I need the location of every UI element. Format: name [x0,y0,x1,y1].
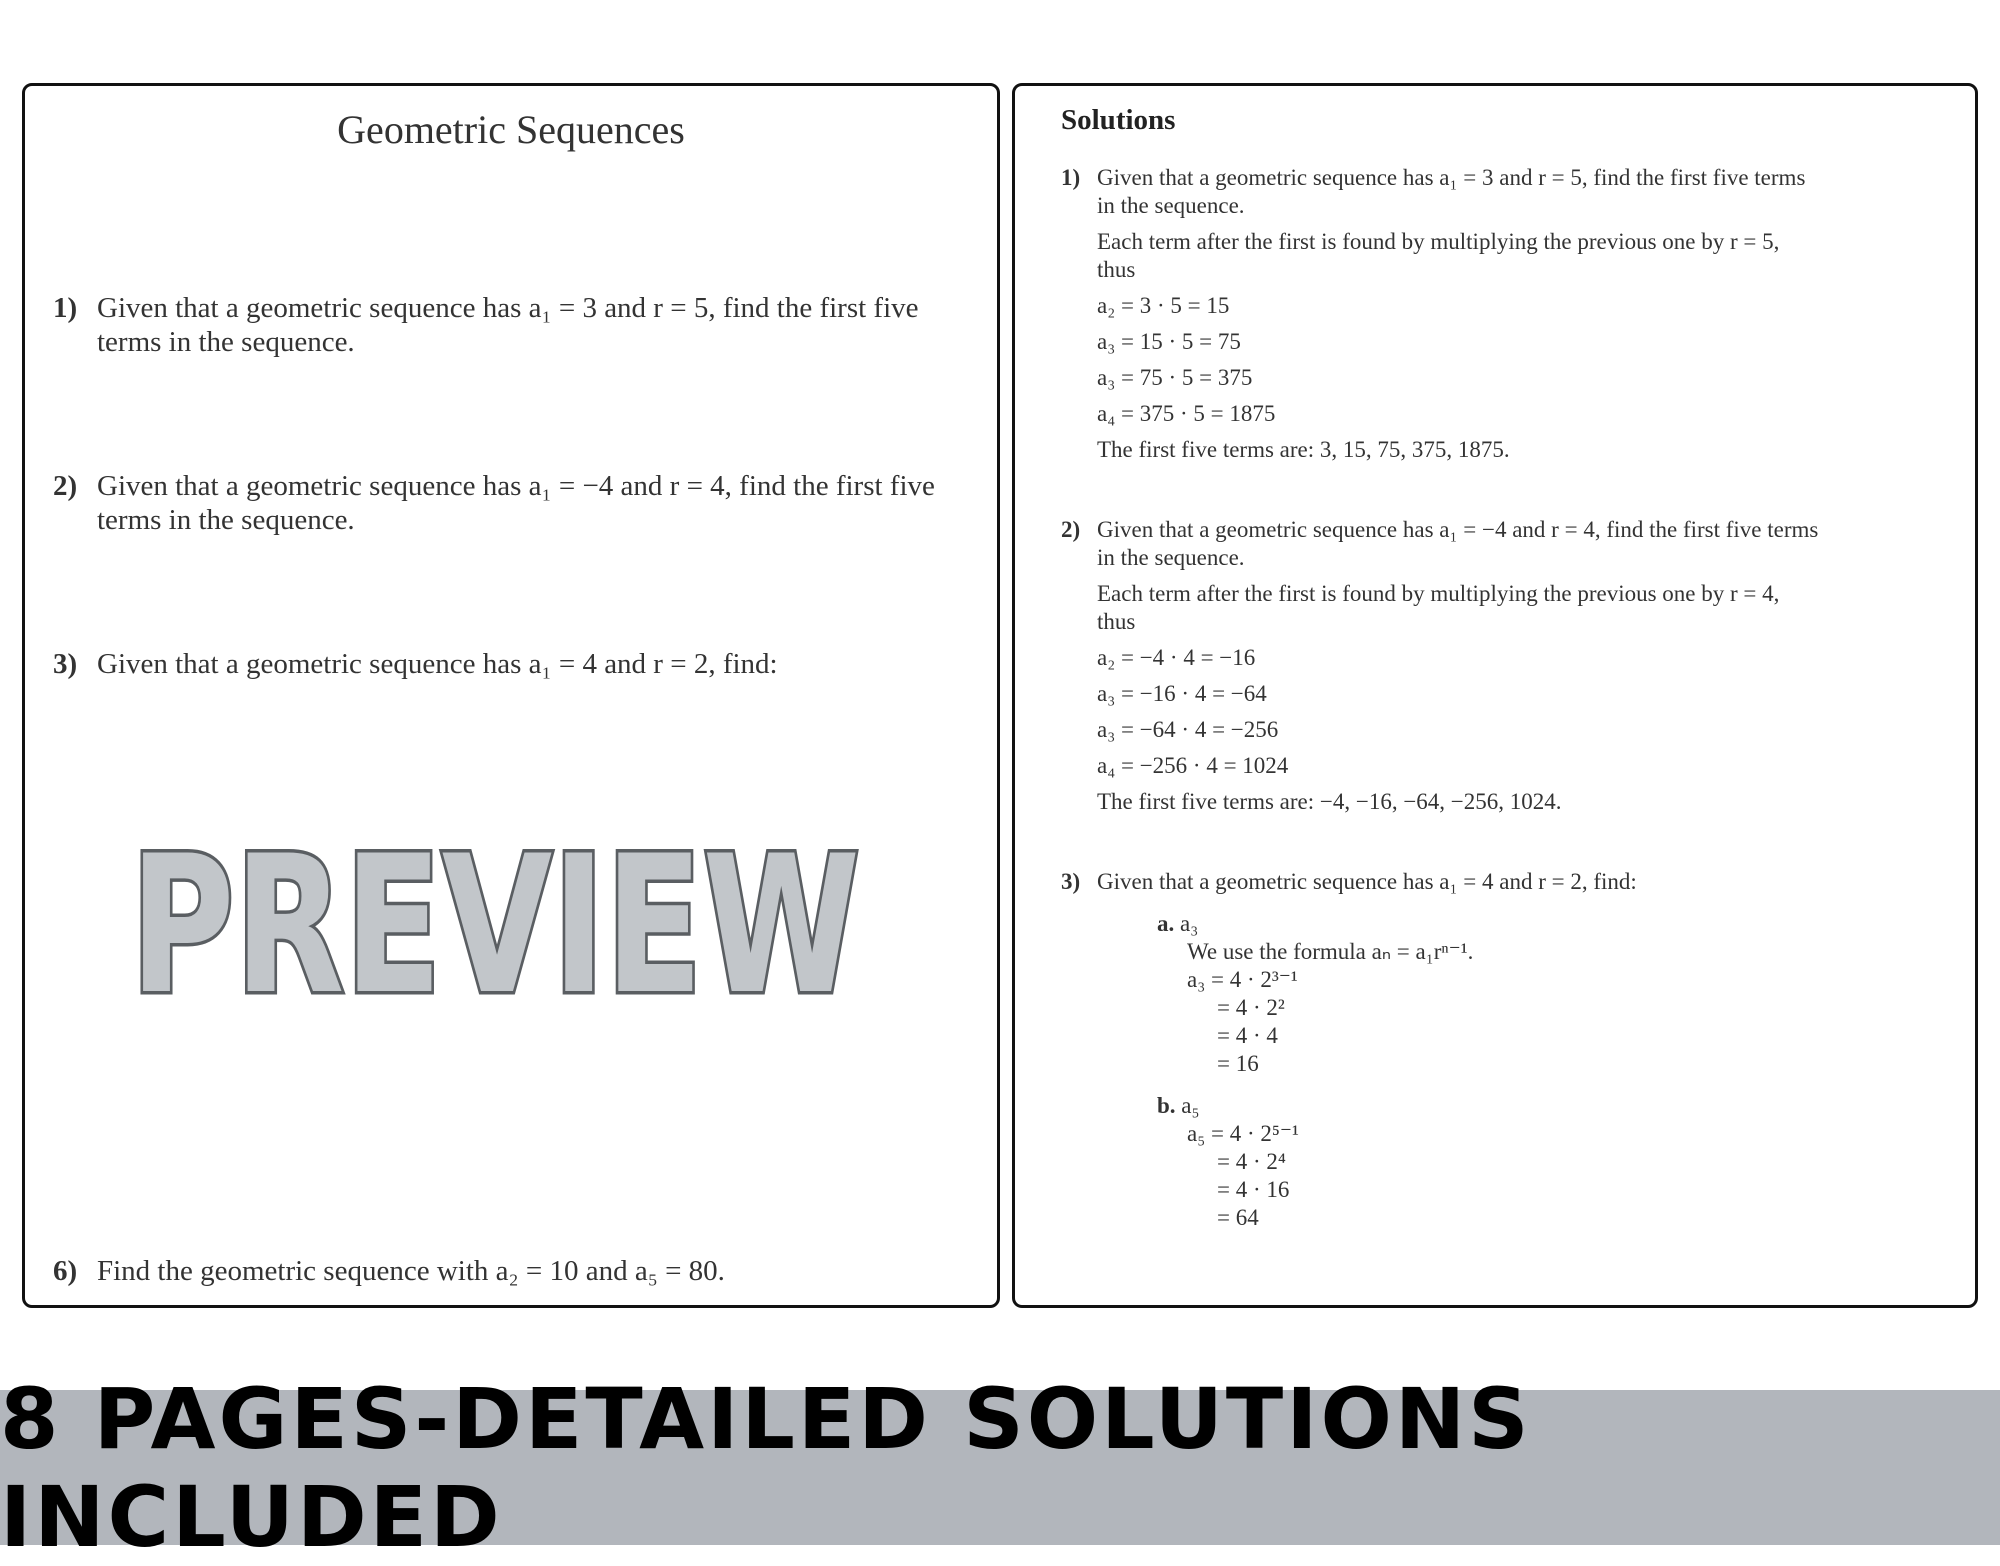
problem-number: 3) [53,648,78,680]
step-line: a₃ = 4 · 2³⁻¹ [1187,967,1298,992]
solutions-page [1012,83,1978,1308]
formula-text: We use the formula aₙ = a₁rⁿ⁻¹. [1187,939,1474,964]
explanation-text: Each term after the first is found by multiplying the previous one by r = 5, thus [1097,229,1780,282]
solution-question [1061,164,1821,220]
solution-1 [1061,164,1821,464]
solution-3 [1061,868,1821,1232]
step-line: a₃ = 15 · 5 = 75 [1097,329,1241,354]
problem-number: 1) [53,292,78,324]
step-line: a₅ = 4 · 2⁵⁻¹ [1187,1121,1299,1146]
step-line: = 4 · 16 [1217,1177,1290,1202]
step-line: = 4 · 2⁴ [1217,1149,1286,1174]
problem-text: Given that a geometric sequence has a₁ = 4 and r = 2, find: [97,648,778,680]
solution-body [1097,580,1821,816]
part-target: a₅ [1181,1093,1200,1118]
worksheet-page [22,83,1000,1308]
problem-text: Find the geometric sequence with a₂ = 10 and a₅ = 80. [97,1255,725,1287]
solution-2 [1061,516,1821,816]
solution-number: 3) [1061,869,1081,894]
solution-number: 1) [1061,165,1081,190]
solution-number: 2) [1061,517,1081,542]
solution-body [1097,228,1821,464]
problem-number: 2) [53,470,78,502]
problem-text: Given that a geometric sequence has a₁ = 3 and r = 5, find the first five terms in the sequence. [97,292,919,358]
problem-3 [53,647,973,681]
question-text: Given that a geometric sequence has a₁ = 4 and r = 2, find: [1097,869,1637,894]
step-line: = 4 · 4 [1217,1023,1278,1048]
step-line: = 16 [1217,1051,1259,1076]
question-text: Given that a geometric sequence has a₁ = 3 and r = 5, find the first five terms in the sequence. [1097,165,1806,218]
solution-part-b [1157,1092,1821,1232]
footer-banner [0,1369,2000,1566]
explanation-text: Each term after the first is found by multiplying the previous one by r = 4, thus [1097,581,1780,634]
step-line: a₃ = −16 · 4 = −64 [1097,681,1267,706]
problem-number: 6) [53,1255,78,1287]
part-label: b. [1157,1093,1176,1118]
solution-part-a [1157,910,1821,1078]
solution-question [1061,868,1821,896]
preview-watermark [115,836,875,1016]
answer-text: The first five terms are: −4, −16, −64, −256, 1024. [1097,789,1562,814]
step-line: a₄ = 375 · 5 = 1875 [1097,401,1276,426]
problem-2 [53,469,973,537]
step-line: a₃ = 75 · 5 = 375 [1097,365,1253,390]
answer-text: The first five terms are: 3, 15, 75, 375, 1875. [1097,437,1510,462]
step-line: a₂ = 3 · 5 = 15 [1097,293,1230,318]
question-text: Given that a geometric sequence has a₁ = −4 and r = 4, find the first five terms in the sequence. [1097,517,1819,570]
part-target: a₃ [1180,911,1199,936]
solution-question [1061,516,1821,572]
step-line: a₄ = −256 · 4 = 1024 [1097,753,1289,778]
step-line: = 64 [1217,1205,1259,1230]
footer-text: 8 PAGES-DETAILED SOLUTIONS INCLUDED [0,1369,1532,1566]
step-line: a₃ = −64 · 4 = −256 [1097,717,1279,742]
problem-1 [53,291,973,359]
problem-text: Given that a geometric sequence has a₁ = −4 and r = 4, find the first five terms in the sequence. [97,470,935,536]
step-line: a₂ = −4 · 4 = −16 [1097,645,1256,670]
worksheet-title: Geometric Sequences [337,107,685,152]
solutions-heading: Solutions [1061,104,1176,136]
step-line: = 4 · 2² [1217,995,1285,1020]
part-label: a. [1157,911,1175,936]
watermark-text: PREVIEW [130,836,860,1016]
problem-6 [53,1254,973,1288]
